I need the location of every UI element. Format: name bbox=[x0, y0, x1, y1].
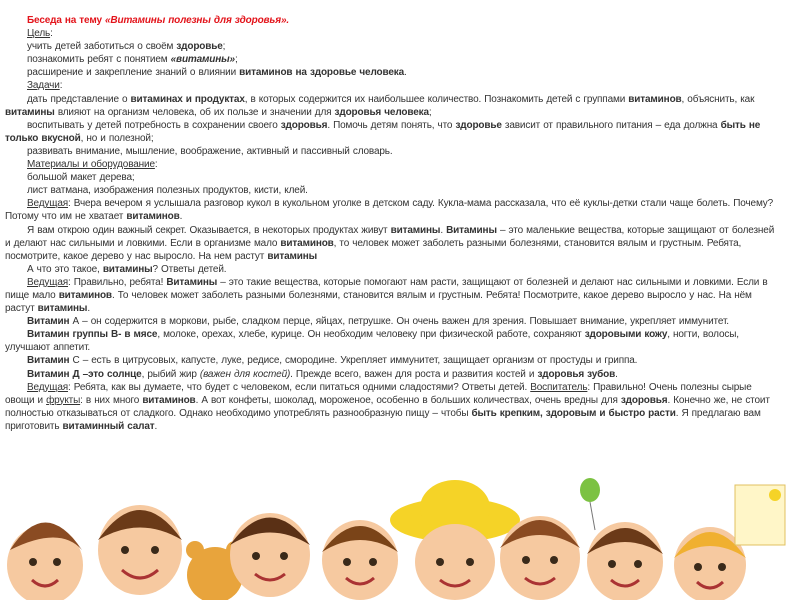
kid-face-1 bbox=[7, 523, 83, 600]
bold-text: Витамины bbox=[166, 276, 218, 288]
text-run: . Конечно же, не стоит полностью отказываться от сладкого. Однако необходимо употреблять разнообразную пищу – чтобы bbox=[5, 394, 770, 419]
paragraph bbox=[5, 328, 780, 354]
text-run: , но и полезной; bbox=[80, 132, 154, 144]
underlined-label: Ведущая bbox=[27, 276, 69, 288]
paragraph bbox=[5, 119, 780, 145]
text-run: . Я предлагаю вам приготовить bbox=[5, 407, 761, 432]
bold-text: «витамины» bbox=[170, 54, 235, 66]
text-run: , объяснить, как bbox=[681, 93, 755, 105]
text-run: . Помочь детям понять, что bbox=[327, 119, 456, 131]
text-run: . bbox=[615, 368, 618, 380]
children-illustration bbox=[0, 470, 800, 600]
bold-text: здоровья человека bbox=[334, 106, 429, 118]
text-run: , в которых содержится их наибольшее количество. Познакомить детей с группами bbox=[244, 93, 629, 105]
text-run: : bbox=[50, 28, 53, 40]
document-title bbox=[5, 14, 780, 27]
text-run: , молоке, орехах, хлебе, курице. Он необходим человеку при физической работе, сохраняют bbox=[157, 329, 585, 341]
underlined-label: фрукты bbox=[46, 394, 81, 406]
bold-text: витамины bbox=[267, 250, 318, 262]
kid-face-6 bbox=[587, 522, 663, 600]
text-run: – это маленькие вещества, которые защищают от болезней и делают нас сильными и ловкими. Если в организме мало bbox=[5, 224, 775, 249]
text-run: . Прежде всего, важен для роста и развития костей и bbox=[290, 368, 538, 380]
bold-text: витаминах и продуктах bbox=[130, 93, 245, 105]
bold-text: здоровье bbox=[455, 119, 502, 131]
bold-text: витаминов bbox=[126, 211, 180, 223]
bold-text: витаминов bbox=[58, 289, 112, 301]
text-run: . bbox=[87, 303, 90, 315]
text-run: познакомить ребят с понятием bbox=[27, 54, 171, 66]
underlined-label: Ведущая bbox=[27, 198, 69, 210]
kid-face-4 bbox=[322, 520, 398, 600]
text-run: влияют на организм человека, об их пользе и значении для bbox=[54, 106, 335, 118]
text-run: : Вчера вечером я услышала разговор кукол в кукольном уголке в детском саду. Кукла-мама рассказала, что её куклы-детки стали чаще болеть. Почему? Потому что им не хватает bbox=[5, 198, 774, 223]
bold-text: витамины bbox=[390, 224, 441, 236]
bold-text: Витамин bbox=[27, 355, 70, 367]
bold-text: Витамин bbox=[27, 316, 70, 328]
text-run: Я вам открою один важный секрет. Оказывается, в некоторых продуктах живут bbox=[27, 224, 391, 236]
paragraph bbox=[5, 158, 780, 171]
paragraph bbox=[5, 368, 780, 381]
bold-text: быть крепким, здоровым и быстро расти bbox=[471, 407, 676, 419]
bold-text: здоровья bbox=[280, 119, 328, 131]
text-run: : Правильно! Очень полезны сырые овощи и bbox=[5, 381, 752, 406]
bold-text: Витамины bbox=[446, 224, 497, 236]
text-run: , ногти, волосы, улучшают аппетит. bbox=[5, 329, 739, 354]
text-run: ; bbox=[234, 54, 238, 66]
paragraph bbox=[5, 197, 780, 223]
bold-text: витаминов bbox=[628, 93, 682, 105]
bold-text: витамины bbox=[5, 106, 55, 118]
paragraph bbox=[5, 184, 780, 197]
text-run: ; bbox=[222, 41, 226, 53]
paragraph bbox=[5, 224, 780, 263]
text-run: С – есть в цитрусовых, капусте, луке, редисе, смородине. Укрепляет иммунитет, защищает организм от простуды и гриппа. bbox=[69, 355, 638, 367]
bold-text: здоровье bbox=[176, 41, 223, 53]
text-run: : в них много bbox=[80, 394, 143, 406]
bold-text: витамины bbox=[102, 263, 153, 275]
text-run: зависит от правильного питания – еда должна bbox=[501, 119, 721, 131]
text-run: большой макет дерева; bbox=[27, 172, 135, 184]
text-run: , рыбий жир bbox=[141, 368, 200, 380]
text-run: . А вот конфеты, шоколад, мороженое, особенно в больших количествах, очень вредны для bbox=[195, 394, 621, 406]
text-run: развивать внимание, мышление, воображение, активный и пассивный словарь. bbox=[27, 145, 393, 157]
bold-text: витаминов bbox=[142, 394, 196, 406]
text-run: А – он содержится в моркови, рыбе, сладком перце, яйцах, петрушке. Он очень важен для зрения. Повышает внимание, укрепляет иммунитет. bbox=[69, 316, 729, 328]
kid-face-5 bbox=[500, 516, 580, 600]
paragraph bbox=[5, 145, 780, 158]
bold-text: быть не только вкусной bbox=[5, 119, 761, 144]
paragraph bbox=[5, 276, 780, 315]
text-run: : Правильно, ребята! bbox=[68, 276, 167, 288]
document-body bbox=[5, 14, 780, 433]
paragraph bbox=[5, 79, 780, 92]
text-run: расширение и закрепление знаний о влиянии bbox=[27, 67, 240, 79]
paragraph bbox=[5, 381, 780, 433]
text-run: «Витамины полезны для здоровья». bbox=[105, 15, 289, 26]
bold-text: витаминов bbox=[280, 237, 334, 249]
kid-face-3 bbox=[230, 513, 310, 597]
text-run: (важен для костей) bbox=[199, 368, 291, 380]
paragraph bbox=[5, 354, 780, 367]
bold-text: витаминов на здоровье человека bbox=[239, 67, 405, 79]
text-run: Беседа на тему bbox=[27, 15, 105, 26]
text-run: . bbox=[179, 211, 183, 223]
kid-drawing-icon bbox=[735, 485, 785, 545]
text-run: . То человек может заболеть разными болезнями, становится вялым и грустным. Ребята! Посмотрите, какое дерево выросло у нас. На нём растут bbox=[5, 289, 752, 315]
bold-text: витамины bbox=[37, 303, 88, 315]
kid-face-yellow-hat bbox=[390, 480, 520, 600]
text-run: . bbox=[404, 67, 407, 79]
text-run: ; bbox=[428, 106, 432, 118]
underlined-label: Ведущая bbox=[27, 381, 69, 393]
kid-face-2 bbox=[98, 505, 182, 595]
text-run: : Ребята, как вы думаете, что будет с человеком, если питаться одними сладостями? Ответы детей. bbox=[68, 381, 531, 393]
bold-text: Витамин Д –это солнце bbox=[27, 368, 142, 380]
paragraph bbox=[5, 40, 780, 53]
text-run: А что это такое, bbox=[27, 263, 103, 275]
text-run: . bbox=[440, 224, 447, 236]
bold-text: здоровья зубов bbox=[537, 368, 616, 380]
paragraph bbox=[5, 171, 780, 184]
balloon-icon bbox=[580, 478, 600, 530]
paragraph bbox=[5, 66, 780, 79]
underlined-label: Задачи bbox=[27, 80, 60, 92]
bold-text: Витамин группы В- в мясе bbox=[27, 329, 158, 341]
bold-text: витаминный салат bbox=[62, 420, 155, 432]
text-run: дать представление о bbox=[27, 93, 131, 105]
paragraph bbox=[5, 315, 780, 328]
text-run: учить детей заботиться о своём bbox=[27, 41, 177, 53]
paragraph bbox=[5, 53, 780, 66]
text-run: воспитывать у детей потребность в сохранении своего bbox=[27, 119, 281, 131]
paragraph bbox=[5, 27, 780, 40]
text-run: лист ватмана, изображения полезных продуктов, кисти, клей. bbox=[27, 185, 308, 197]
paragraph bbox=[5, 93, 780, 119]
text-run: : bbox=[59, 80, 63, 92]
bold-text: здоровья bbox=[620, 394, 668, 406]
text-run: : bbox=[154, 159, 158, 171]
text-run: ? Ответы детей. bbox=[152, 263, 227, 275]
bold-text: здоровыми кожу bbox=[584, 329, 668, 341]
underlined-label: Цель bbox=[27, 28, 51, 40]
text-run: , то человек может заболеть разными болезнями, становится вялым и грустным. Ребята, посмотрите, какое дерево у нас выросло. На нем растут bbox=[5, 237, 742, 262]
underlined-label: Материалы и оборудование bbox=[27, 159, 155, 171]
text-run: . bbox=[154, 420, 158, 432]
text-run: – это такие вещества, которые помогают нам расти, защищают от болезней и делают нас сильными и ловкими. Если в пище мало bbox=[5, 276, 768, 301]
underlined-label: Воспитатель bbox=[530, 381, 588, 393]
paragraph bbox=[5, 263, 780, 276]
